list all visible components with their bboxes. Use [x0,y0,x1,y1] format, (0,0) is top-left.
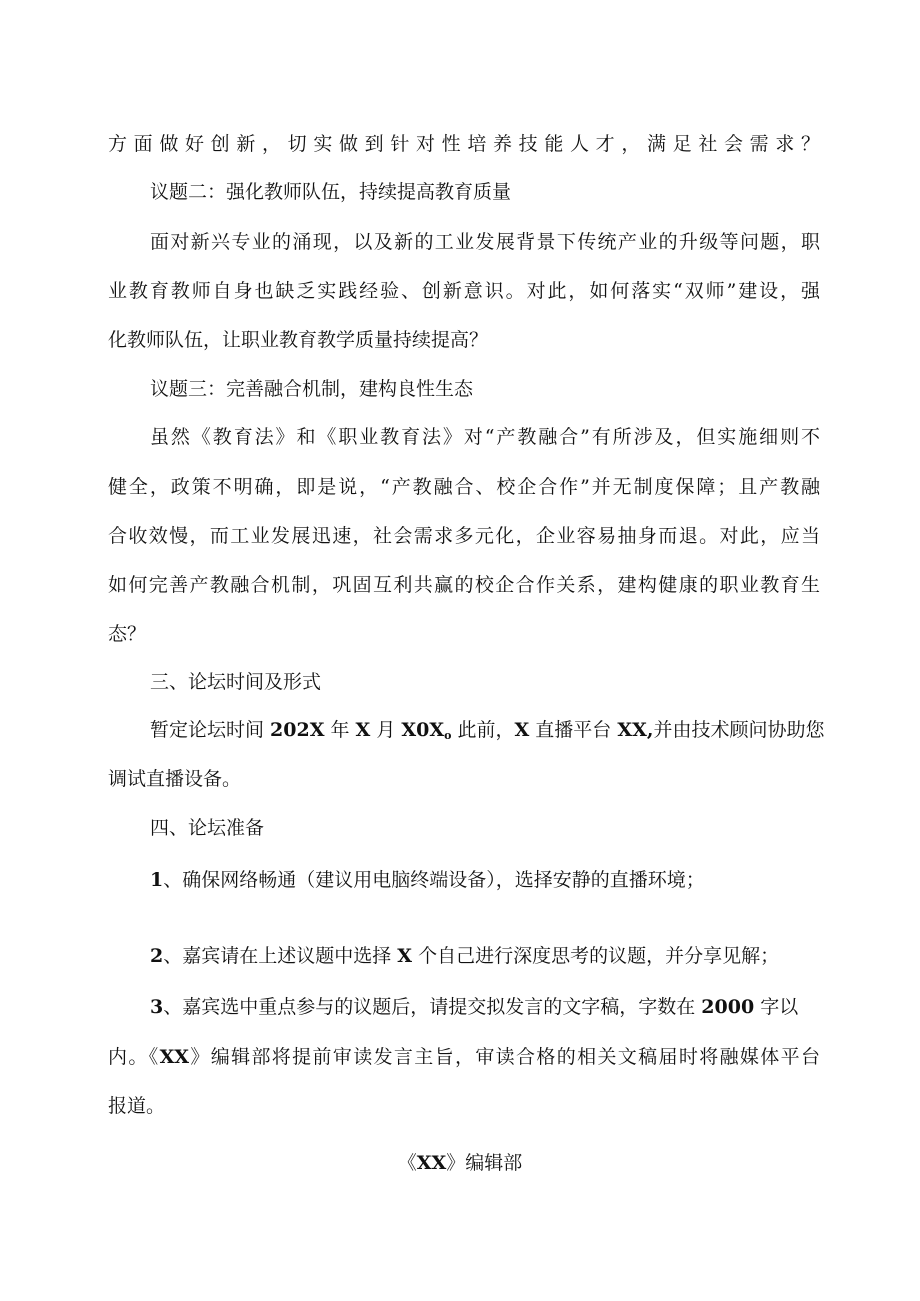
forum-time-line: 暂定论坛时间 202X 年 X 月 $X0X_o$ 此前，X 直播平台 XX,并由技术顾问协助您 [150,719,825,742]
signature: 《XX》编辑部 [397,1152,523,1174]
prep-item-3-continued: 内。《XX》编辑部将提前审读发言主旨，审读合格的相关文稿届时将融媒体平台 [108,1046,820,1068]
paragraph-line: 虽然《教育法》和《职业教育法》对“产教融合”有所涉及，但实施细则不 [150,426,820,448]
section-three-heading: 三、论坛时间及形式 [150,671,322,693]
prep-item-1: 1、确保网络畅通（建议用电脑终端设备），选择安静的直播环境； [150,869,705,891]
paragraph-line: 化教师队伍，让职业教育教学质量持续提高？ [108,329,489,351]
prep-item-2: 2、嘉宾请在上述议题中选择 X 个自己进行深度思考的议题，并分享见解； [150,945,780,967]
topic-two-heading: 议题二：强化教师队伍，持续提高教育质量 [150,181,512,203]
topic-three-heading: 议题三：完善融合机制，建构良性生态 [150,378,474,400]
paragraph-line: 报道。 [108,1095,166,1117]
prep-item-3: 3、嘉宾选中重点参与的议题后，请提交拟发言的文字稿，字数在 2000 字以 [150,996,799,1018]
paragraph-line: 方面做好创新，切实做到针对性培养技能人才，满足社会需求？ [108,133,820,155]
paragraph-line: 健全，政策不明确，即是说，“产教融合、校企合作”并无制度保障；且产教融 [108,476,820,498]
paragraph-line: 面对新兴专业的涌现，以及新的工业发展背景下传统产业的升级等问题，职 [150,231,820,253]
paragraph-line: 如何完善产教融合机制，巩固互利共赢的校企合作关系，建构健康的职业教育生 [108,574,820,596]
section-four-heading: 四、论坛准备 [150,817,265,839]
paragraph-line: 合收效慢，而工业发展迅速，社会需求多元化，企业容易抽身而退。对此，应当 [108,525,820,547]
paragraph-line: 态？ [108,623,147,645]
paragraph-line: 业教育教师自身也缺乏实践经验、创新意识。对此，如何落实“双师”建设，强 [108,280,820,302]
paragraph-line: 调试直播设备。 [108,768,242,790]
